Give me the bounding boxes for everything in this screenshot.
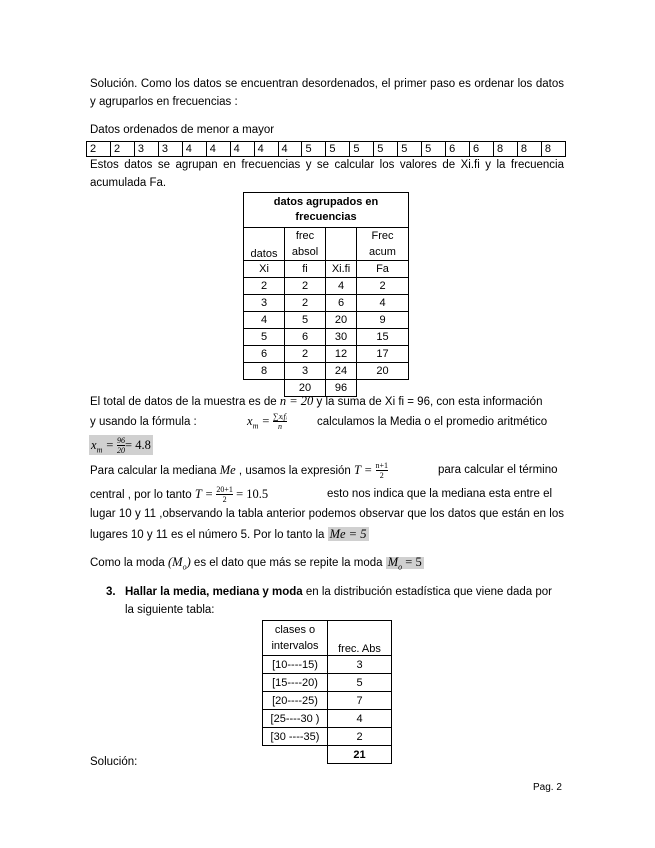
xm-sub: m bbox=[252, 421, 259, 431]
cell: 4 bbox=[328, 710, 392, 728]
freq-table-title: datos agrupados en frecuencias bbox=[244, 193, 409, 228]
median-text-5: esto nos indica que la mediana esta entre el bbox=[327, 488, 553, 500]
cell: 9 bbox=[357, 312, 409, 329]
mo-result-sub: o bbox=[398, 562, 403, 572]
res-numerator: 96 bbox=[117, 436, 126, 446]
total-fi: 20 bbox=[285, 380, 326, 397]
t-numerator: n+1 bbox=[375, 461, 389, 471]
ordered-label: Datos ordenados de menor a mayor bbox=[90, 124, 275, 136]
cell: 6 bbox=[285, 329, 326, 346]
cell: 3 bbox=[285, 363, 326, 380]
mean-result bbox=[89, 435, 153, 455]
freq-col-frec-absol bbox=[285, 228, 326, 261]
mo-sub: o bbox=[182, 562, 187, 572]
equals-sign: = bbox=[102, 438, 118, 452]
table-row bbox=[263, 692, 392, 710]
ordered-value-cell: 2 bbox=[87, 142, 111, 157]
cell: 3 bbox=[244, 295, 285, 312]
cell: 3 bbox=[328, 656, 392, 674]
freq-col-datos: datos bbox=[244, 228, 285, 261]
cell: [30 ----35) bbox=[263, 728, 328, 746]
total-xifi: 96 bbox=[326, 380, 357, 397]
cell: 4 bbox=[357, 295, 409, 312]
totals-row bbox=[263, 746, 392, 764]
ordered-value-cell: 5 bbox=[398, 142, 422, 157]
median-line-2 bbox=[90, 484, 268, 505]
t-equation: T = bbox=[194, 487, 214, 501]
cell: 5 bbox=[328, 674, 392, 692]
sum-fraction bbox=[273, 412, 287, 431]
cell: [20----25) bbox=[263, 692, 328, 710]
mean-text-3: calculamos la Media o el promedio aritmético bbox=[317, 416, 548, 428]
ordered-data-strip bbox=[86, 141, 566, 157]
median-result: Me = 5 bbox=[329, 527, 367, 541]
cell: 6 bbox=[326, 295, 357, 312]
cls-header-1a: clases o bbox=[274, 624, 316, 636]
result-fraction bbox=[117, 436, 125, 455]
exercise-bold: Hallar la media, mediana y moda bbox=[125, 586, 303, 598]
mo-close: ) bbox=[186, 555, 191, 569]
ordered-value-cell: 3 bbox=[158, 142, 182, 157]
table-row bbox=[244, 295, 409, 312]
cell: 2 bbox=[328, 728, 392, 746]
ordered-value-cell: 4 bbox=[278, 142, 302, 157]
t2-fraction bbox=[216, 485, 233, 504]
ordered-value-cell: 5 bbox=[422, 142, 446, 157]
freq-col-frec-acum bbox=[357, 228, 409, 261]
cell: 4 bbox=[244, 312, 285, 329]
table-row bbox=[244, 312, 409, 329]
mo-symbol: (M bbox=[167, 555, 183, 569]
mode-text-1: Como la moda bbox=[90, 557, 168, 569]
freq-sub-fi: fi bbox=[285, 261, 326, 278]
n-equation: n = 20 bbox=[279, 394, 314, 408]
ordered-value-cell: 4 bbox=[182, 142, 206, 157]
cell: 2 bbox=[244, 278, 285, 295]
cell: 5 bbox=[285, 312, 326, 329]
mean-formula bbox=[247, 406, 287, 441]
median-text-1: Para calcular la mediana bbox=[90, 465, 220, 477]
cell bbox=[263, 746, 328, 764]
freq-sub-fa: Fa bbox=[357, 261, 409, 278]
grouping-text: Estos datos se agrupan en frecuencias y se calcular los valores de Xi.fi y la frecuencia acumulada Fa. bbox=[90, 159, 564, 189]
ordered-value-cell: 5 bbox=[326, 142, 350, 157]
cell: 7 bbox=[328, 692, 392, 710]
ordered-value-cell: 4 bbox=[254, 142, 278, 157]
t2-value: = 10.5 bbox=[236, 487, 269, 501]
freq-sub-xi: Xi bbox=[244, 261, 285, 278]
xm-sub: m bbox=[96, 445, 103, 455]
cell: [10----15) bbox=[263, 656, 328, 674]
table-row bbox=[244, 363, 409, 380]
median-line-1 bbox=[90, 460, 388, 481]
ordered-value-cell: 2 bbox=[110, 142, 134, 157]
sum-numerator: ∑xᵢfᵢ bbox=[273, 412, 288, 422]
xm-symbol: x bbox=[91, 438, 97, 452]
median-text-2: , usamos la expresión bbox=[235, 465, 354, 477]
mean-text-1: El total de datos de la muestra es de bbox=[90, 396, 280, 408]
equals-sign: = bbox=[258, 414, 274, 428]
ordered-value-cell: 5 bbox=[350, 142, 374, 157]
cls-header-1b: intervalos bbox=[271, 640, 319, 652]
cell: 30 bbox=[326, 329, 357, 346]
mean-paragraph bbox=[90, 391, 564, 412]
t-fraction bbox=[376, 461, 389, 480]
cell: 15 bbox=[357, 329, 409, 346]
cell: 2 bbox=[285, 295, 326, 312]
ordered-value-cell: 3 bbox=[134, 142, 158, 157]
freq-col-empty bbox=[326, 228, 357, 261]
ordered-value-cell: 6 bbox=[446, 142, 470, 157]
t2-numerator: 20+1 bbox=[216, 485, 233, 495]
cell: 2 bbox=[357, 278, 409, 295]
mode-value: = 5 bbox=[402, 555, 422, 569]
cell: 5 bbox=[244, 329, 285, 346]
mode-text-2: es el dato que más se repite la moda bbox=[190, 557, 386, 569]
intro-text: Solución. Como los datos se encuentran desordenados, el primer paso es ordenar los datos y agruparlos en frecuencias : bbox=[90, 78, 564, 108]
cell: 20 bbox=[326, 312, 357, 329]
cell: 4 bbox=[326, 278, 357, 295]
freq-col-acum: acum bbox=[369, 246, 396, 258]
ordered-value-cell: 5 bbox=[302, 142, 326, 157]
cell: 8 bbox=[244, 363, 285, 380]
mean-value: = 4.8 bbox=[125, 438, 151, 452]
median-paragraph bbox=[90, 504, 564, 545]
cls-header-2: frec. Abs bbox=[328, 621, 392, 656]
t-equation: T = bbox=[354, 463, 373, 477]
table-row bbox=[263, 674, 392, 692]
exercise-text-2: la siguiente tabla: bbox=[125, 604, 215, 616]
cell: 20 bbox=[357, 363, 409, 380]
me-symbol: Me bbox=[219, 463, 236, 477]
t-denominator: 2 bbox=[379, 471, 384, 481]
freq-col-frec2: Frec bbox=[371, 230, 394, 242]
freq-col-absol: absol bbox=[291, 246, 319, 258]
mean-text-2: y la suma de Xi fi = 96, con esta información bbox=[313, 396, 543, 408]
freq-sub-xifi: Xi.fi bbox=[326, 261, 357, 278]
mode-result bbox=[386, 555, 424, 572]
cell: 2 bbox=[285, 346, 326, 363]
table-row bbox=[263, 728, 392, 746]
cell: 2 bbox=[285, 278, 326, 295]
table-row bbox=[244, 329, 409, 346]
cell: 6 bbox=[244, 346, 285, 363]
table-row bbox=[263, 710, 392, 728]
cell: [25----30 ) bbox=[263, 710, 328, 728]
exercise-text-1: en la distribución estadística que viene dada por bbox=[302, 586, 553, 598]
cell: 12 bbox=[326, 346, 357, 363]
median-text-4: central , por lo tanto bbox=[90, 489, 195, 501]
frequency-table bbox=[243, 192, 409, 397]
cell: 17 bbox=[357, 346, 409, 363]
res-denominator: 20 bbox=[117, 446, 126, 456]
ordered-value-cell: 8 bbox=[517, 142, 541, 157]
cell: [15----20) bbox=[263, 674, 328, 692]
ordered-value-cell: 8 bbox=[493, 142, 517, 157]
ordered-value-cell: 4 bbox=[230, 142, 254, 157]
exercise-number: 3. bbox=[106, 586, 116, 598]
t2-denominator: 2 bbox=[222, 495, 227, 505]
freq-col-frec: frec bbox=[295, 230, 315, 242]
cell: 24 bbox=[326, 363, 357, 380]
mo-result-symbol: M bbox=[387, 555, 399, 569]
ordered-value-cell: 8 bbox=[541, 142, 565, 157]
solution-label: Solución: bbox=[90, 756, 138, 768]
xm-symbol: x bbox=[247, 414, 253, 428]
page-number: Pag. 2 bbox=[533, 782, 562, 793]
table-row bbox=[244, 346, 409, 363]
exercise-line-1 bbox=[125, 583, 565, 601]
ordered-value-cell: 5 bbox=[374, 142, 398, 157]
table-row bbox=[244, 278, 409, 295]
ordered-value-cell: 6 bbox=[470, 142, 494, 157]
cls-total: 21 bbox=[328, 746, 392, 764]
sum-denominator: n bbox=[278, 422, 283, 432]
median-text-6: lugar 10 y 11 ,observando la tabla anterior podemos observar que los datos que están en los lugares 10 y 11 es el número 5. Por lo tanto la bbox=[90, 508, 564, 541]
cls-header-1 bbox=[263, 621, 328, 656]
formula-label: y usando la fórmula : bbox=[90, 416, 197, 428]
table-row bbox=[263, 656, 392, 674]
ordered-value-cell: 4 bbox=[206, 142, 230, 157]
median-text-3: para calcular el término bbox=[438, 464, 558, 476]
mode-paragraph bbox=[90, 552, 424, 577]
class-intervals-table bbox=[262, 620, 392, 764]
